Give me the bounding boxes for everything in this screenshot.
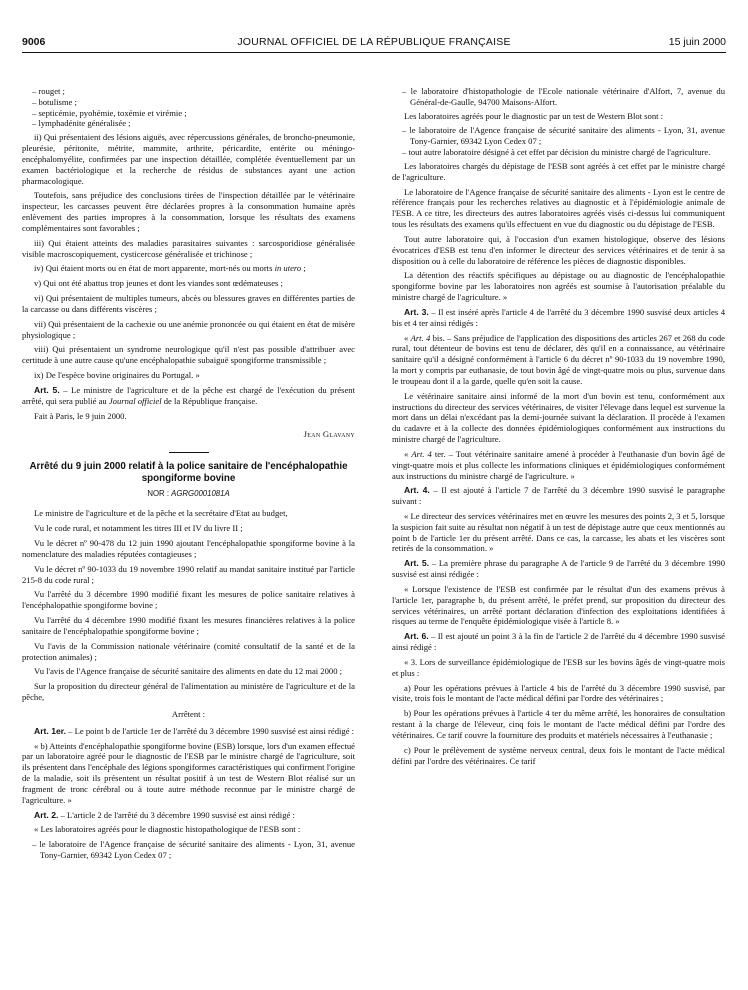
paragraph-viii: viii) Qui présentaient un syndrome neurologique qu'il n'est pas possible d'attribuer avec certitude à une autre cause qu'une encéphalopathie subaiguë spongiforme transmissible ;	[22, 344, 355, 366]
article-4-ter	[392, 449, 725, 481]
article-4-bis	[392, 333, 725, 387]
article-label: Art. 2.	[34, 809, 59, 820]
list-item: – le laboratoire de l'Agence française de sécurité sanitaire des aliments - Lyon, 31, avenue Tony-Garnier, 69342 Lyon Cedex 07 ;	[32, 839, 355, 860]
article-label: Art. 5.	[404, 558, 430, 569]
nor-label: NOR :	[147, 488, 172, 498]
paragraph: Les laboratoires agréés pour le diagnostic par un test de Western Blot sont :	[404, 110, 664, 121]
journal-title: JOURNAL OFFICIEL DE LA RÉPUBLIQUE FRANÇAISE	[237, 36, 511, 48]
article-label: Art. 5.	[34, 384, 60, 395]
publication-date: 15 juin 2000	[668, 36, 726, 48]
paragraph-vii: vii) Qui présentaient de la cachexie ou une anémie prononcée ou qui étaient en état de misère physiologique ;	[22, 318, 355, 340]
article-3	[392, 307, 725, 329]
list-item: – le laboratoire d'histopathologie de l'Ecole nationale vétérinaire d'Alfort, 7, avenue du Général-de-Gaulle, 94700 Maisons-Alfort.	[402, 86, 725, 107]
article-5	[392, 558, 725, 580]
vu-item: Vu l'avis de l'Agence française de sécurité sanitaire des aliments en date du 12 mai 2000 ;	[34, 666, 343, 677]
text-span: bis. – Sans préjudice de l'application des dispositions des articles 267 et 268 du code rural, tout détenteur de bovins est tenu de déclarer, dès qu'il en a connaissance, au vétérinaire sanitaire qu'il a désigné conformément à l'article 6 du décret nº 90-1033 du 19 novembre 1990, la mort y compris par euthanasie, de tout bovin âgé de vingt-quatre mois ou plus, survenue dans le troupeau dont il a la garde, quelle qu'en soit la cause.	[392, 332, 725, 386]
list-item: – septicémie, pyohémie, toxémie et virémie ;	[32, 107, 187, 118]
page-number: 9006	[22, 36, 46, 48]
paragraph-iii: iii) Qui étaient atteints des maladies parasitaires suivantes : sarcosporidiose généralisée visible macroscopiquement, cysticercose généralisée et trichinose ;	[22, 237, 355, 259]
article-4	[392, 485, 725, 507]
article-5-quote: « Lorsque l'existence de l'ESB est confirmée par le résultat d'un des examens prévus à l'article 1er, paragraphe b, du présent arrêté, le préfet prend, sur proposition du directeur des services vétérinaires, un arrêté portant déclaration d'infection des exploitations identifiées à risques au terme de l'enquête épidémiologique visée à l'article 8. »	[392, 583, 725, 627]
list-item: – tout autre laboratoire désigné à cet effet par décision du ministre chargé de l'agriculture.	[402, 147, 711, 158]
decree-title: Arrêté du 9 juin 2000 relatif à la police sanitaire de l'encéphalopathie spongiforme bovine	[29, 461, 348, 485]
italic-span: Art. 4	[411, 448, 432, 459]
right-column	[392, 86, 725, 770]
article-2-quote: « Les laboratoires agréés pour le diagnostic histopathologique de l'ESB sont :	[34, 824, 301, 835]
page-header	[22, 34, 726, 53]
vu-item: Vu le décret nº 90-478 du 12 juin 1990 ajoutant l'encéphalopathie spongiforme bovine à la nomenclature des maladies réputées contagieuses ;	[22, 538, 355, 559]
article-label: Art. 3.	[404, 306, 429, 317]
article-6	[392, 631, 725, 653]
paragraph-ii: ii) Qui présentaient des lésions aiguës, avec répercussions générales, de broncho-pneumonie, pleurésie, péritonite, métrite, mammite, arthrite, péricardite, entérite ou méningo-encéphalomyélite, confirmées par une inspection détaillée, complétée éventuellement par un examen bactériologique et la recherche de résidus de substances ayant une action pharmacologique.	[22, 132, 355, 186]
paragraph-a: a) Pour les opérations prévues à l'article 4 bis de l'arrêté du 3 décembre 1990 susvisé, par visite, trois fois le montant de l'acte médical défini par l'ordre des vétérinaires ;	[392, 682, 725, 704]
text-span: – Il est inséré après l'article 4 de l'arrêté du 3 décembre 1990 susvisé deux articles 4 bis et 4 ter ainsi rédigés :	[392, 306, 726, 328]
article-label: Art. 4.	[404, 485, 430, 496]
text-span: – Le point b de l'article 1er de l'arrêté du 3 décembre 1990 susvisé est ainsi rédigé :	[66, 725, 355, 736]
paragraph: Tout autre laboratoire qui, à l'occasion d'un examen histologique, observe des lésions évocatrices d'ESB est tenu d'en informer le directeur des services vétérinaires et de tenir à sa disposition ou à celle du laboratoire de référence les pièces de diagnostic disponibles.	[392, 233, 725, 266]
paragraph: Le vétérinaire sanitaire ainsi informé de la mort d'un bovin est tenu, conformément aux instructions du directeur des services vétérinaires, de visiter l'élevage dans lequel est survenue la mort dans un délai n'excédant pas la demi-journée suivant la déclaration. Il procède à l'examen du cadavre et à la collecte des données épidémiologiques conformément aux instructions du ministre chargé de l'agriculture.	[392, 390, 725, 445]
italic-span: Art. 4	[410, 332, 431, 343]
text-span: – Il est ajouté un point 3 à la fin de l'article 2 de l'arrêté du 4 décembre 1990 susvisé ainsi rédigé :	[392, 631, 725, 653]
nor-code: AGRG0001081A	[171, 488, 230, 498]
nor-reference	[22, 489, 355, 499]
paragraph-c: c) Pour le prélèvement de système nerveux central, deux fois le montant de l'acte médical défini par l'ordre des vétérinaires. Ce tarif	[392, 744, 725, 766]
text-span: – Il est ajouté à l'article 7 de l'arrêté du 3 décembre 1990 susvisé le paragraphe suivant :	[392, 485, 725, 507]
left-column	[22, 86, 355, 864]
list-item: – lymphadénite généralisée ;	[32, 118, 131, 129]
article-2	[22, 810, 355, 821]
paragraph-ix: ix) De l'espèce bovine originaires du Portugal. »	[34, 370, 200, 381]
paragraph-b: b) Pour les opérations prévues à l'article 4 ter du même arrêté, les honoraires de consultation restant à la charge de l'éleveur, cinq fois le montant de l'acte médical défini par l'ordre des vétérinaires. Ce tarif couvre la fourniture des produits et matériels nécessaires à l'euthanasie ;	[392, 708, 725, 740]
divider	[169, 452, 209, 453]
paragraph: Le laboratoire de l'Agence française de sécurité sanitaire des aliments - Lyon est le centre de référence français pour les recherches relatives au diagnostic et à l'épidémiologie animale de l'ESB. A ce titre, les directeurs des autres laboratoires agréés visés ci-dessus lui communiquent tous les résultats des examens qu'ils effectuent en vue du diagnostic ou du dépistage de l'ESB.	[392, 186, 725, 230]
signature: Jean Glavany	[303, 429, 355, 440]
place-date: Fait à Paris, le 9 juin 2000.	[34, 410, 127, 421]
vu-item: Vu le décret nº 90-1033 du 19 novembre 1990 relatif au mandat sanitaire institué par l'article 215-8 du code rural ;	[22, 563, 355, 585]
paragraph-v: v) Qui ont été abattus trop jeunes et dont les viandes sont œdémateuses ;	[34, 278, 283, 289]
list-item: – rouget ;	[32, 86, 65, 96]
text-span: – Le ministre de l'agriculture et de la pêche est chargé de l'exécution du présent arrêté, qui sera publié au	[22, 384, 355, 406]
vu-item: Vu l'arrêté du 4 décembre 1990 modifié fixant les mesures financières relatives à la police sanitaire de l'encéphalopathie spongiforme bovine ;	[22, 615, 355, 636]
paragraph: La détention des réactifs spécifiques au dépistage ou au diagnostic de l'encéphalopathie spongiforme bovine par les laboratoires non agréés est soumise à l'autorisation préalable du ministre chargé de l'agriculture. »	[392, 270, 725, 303]
paragraph-toutefois: Toutefois, sans préjudice des conclusions tirées de l'inspection détaillée par le vétérinaire inspecteur, les carcasses peuvent être déclarées propres à la consommation humaine après enlèvement des parties impropres à la consommation, lorsque les résultats des examens complémentaires sont favorables ;	[22, 190, 355, 233]
text-span: «	[404, 448, 412, 459]
vu-item: Vu l'arrêté du 3 décembre 1990 modifié fixant les mesures de police sanitaire relatives à l'encéphalopathie spongiforme bovine ;	[22, 589, 355, 611]
sur-proposition: Sur la proposition du directeur général de l'alimentation au ministère de l'agriculture et de la pêche,	[22, 681, 355, 703]
paragraph: Les laboratoires chargés du dépistage de l'ESB sont agréés à cet effet par le ministre chargé de l'agriculture.	[392, 160, 725, 182]
italic-span: Journal officiel	[108, 395, 162, 406]
article-1-quote: « b) Atteints d'encéphalopathie spongiforme bovine (ESB) lorsque, lors d'un examen effectué par un laboratoire agréé pour le diagnostic de l'ESB par le ministre chargé de l'agriculture, soit ils présentent dans l'encéphale des légions spongiformes caractéristiques qui confirment l'origine de la maladie, soit ils présentent un résultat positif à un test de Western Blot réalisé sur un fragment de tronc cérébral ou à toute autre méthode reconnue par le ministre chargé de l'agriculture. »	[22, 740, 355, 805]
vu-item: Vu le code rural, et notamment les titres III et IV du livre II ;	[34, 523, 243, 534]
paragraph-iv	[22, 263, 355, 274]
text-span: – La première phrase du paragraphe A de l'article 9 de l'arrêté du 3 décembre 1990 susvisé est ainsi rédigée :	[392, 558, 726, 580]
article-label: Art. 1er.	[34, 725, 67, 736]
text-span: ter. – Tout vétérinaire sanitaire amené à procéder à l'euthanasie d'un bovin âgé de vingt-quatre mois et plus collecte les informations cliniques et épidémiologiques conformément aux instructions du ministre chargé de l'agriculture. »	[392, 448, 725, 481]
article-4-quote: « Le directeur des services vétérinaires met en œuvre les mesures des points 2, 3 et 5, lorsque la suspicion fait suite au résultat non négatif à un test de dépistage autre que ceux mentionnés au point b de l'article 1er du présent arrêté. Dans ce cas, la carcasse, les abats et les viscères sont retirés de la consommation. »	[392, 510, 725, 554]
text-span: – L'article 2 de l'arrêté du 3 décembre 1990 susvisé est ainsi rédigé :	[58, 809, 295, 820]
text-span: «	[404, 332, 411, 343]
paragraph-vi: vi) Qui présentaient de multiples tumeurs, abcès ou blessures graves en différentes parties de la carcasse ou dans différents viscères ;	[22, 293, 355, 314]
arretent: Arrêtent :	[171, 708, 206, 719]
vu-item: Vu l'avis de la Commission nationale vétérinaire (comité consultatif de la santé et de la protection animales) ;	[22, 640, 355, 662]
italic-span: in utero	[274, 263, 302, 274]
list-item: – botulisme ;	[32, 96, 77, 107]
list-item: – le laboratoire de l'Agence française de sécurité sanitaire des aliments - Lyon, 31, avenue Tony-Garnier, 69342 Lyon Cedex 07 ;	[402, 125, 725, 147]
text-span: de la République française.	[161, 395, 258, 406]
article-5-exec	[22, 385, 355, 407]
article-1	[22, 726, 355, 737]
article-label: Art. 6.	[404, 631, 429, 642]
preamble: Le ministre de l'agriculture et de la pêche et la secrétaire d'Etat au budget,	[34, 508, 288, 519]
text-span: ;	[301, 263, 306, 274]
article-6-quote: « 3. Lors de surveillance épidémiologique de l'ESB sur les bovins âgés de vingt-quatre mois et plus :	[392, 656, 725, 678]
text-span: iv) Qui étaient morts ou en état de mort apparente, mort-nés ou morts	[34, 263, 275, 274]
